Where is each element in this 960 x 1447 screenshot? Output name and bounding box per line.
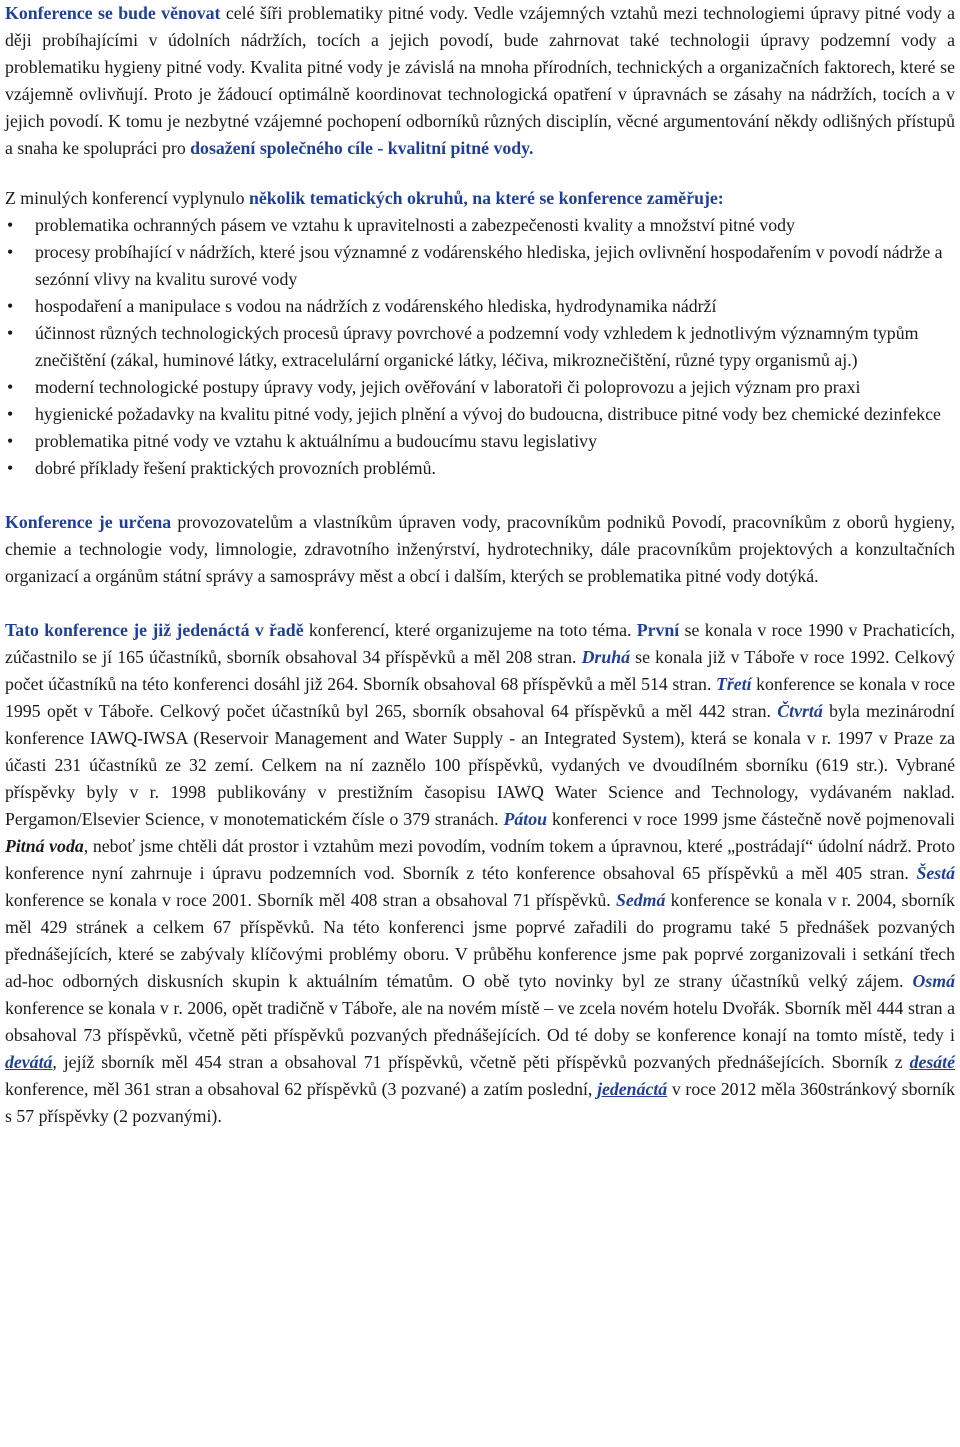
bullet-icon: • (7, 431, 14, 451)
intro-lead: Konference se bude věnovat (5, 3, 221, 23)
topic-item (5, 320, 955, 374)
name-pitna-voda: Pitná voda (5, 836, 84, 856)
ordinal-third: Třetí (715, 674, 752, 694)
intro-paragraph (5, 0, 955, 162)
bullet-icon: • (7, 404, 14, 424)
history-text: , neboť jsme chtěli dát prostor i vztahům mezi povodím, vodním tokem a úpravnou, které „postrádají“ údolní nádrž. Proto konference nyní zahrnuje i úpravu podzemních vod. Sborník z této konference obsahoval 65 příspěvků a měl 405 stran. (5, 836, 956, 883)
bullet-icon: • (7, 215, 14, 235)
bullet-icon: • (7, 296, 14, 316)
spacer (5, 482, 955, 509)
ordinal-tenth: desáté (909, 1052, 955, 1072)
topics-intro (5, 185, 955, 212)
ordinal-seventh: Sedmá (615, 890, 666, 910)
audience-lead: Konference je určena (5, 512, 172, 532)
topic-text: dobré příklady řešení praktických provozních problémů. (35, 458, 436, 478)
bullet-icon: • (7, 458, 14, 478)
spacer (5, 162, 955, 185)
ordinal-sixth: Šestá (916, 863, 955, 883)
topic-item (5, 293, 955, 320)
topic-item (5, 455, 955, 482)
audience-text: provozovatelům a vlastníkům úpraven vody, pracovníkům podniků Povodí, pracovníkům z oborů hygieny, chemie a technologie vody, limnologie, zdravotního inženýrství, hydrotechniky, dále pracovníkům projektových a konzultačních organizací a orgánům státní správy a samosprávy měst a obcí i dalším, kterých se problematika pitné vody dotýká. (5, 512, 955, 586)
topic-item (5, 239, 955, 293)
audience-paragraph (5, 509, 955, 590)
topic-item (5, 401, 955, 428)
history-text: konference se konala v roce 2001. Sborník měl 408 stran a obsahoval 71 příspěvků. (5, 890, 616, 910)
topic-text: účinnost různých technologických procesů úpravy povrchové a podzemní vody vzhledem k jednotlivým významným typům znečištění (zákal, huminové látky, extracelulární organické látky, léčiva, mikroznečištění, různé typy organismů aj.) (35, 323, 919, 370)
ordinal-fifth: Pátou (503, 809, 548, 829)
history-text: konferencí, které organizujeme na toto téma. (303, 620, 637, 640)
ordinal-fourth: Čtvrtá (777, 701, 823, 721)
history-text: konferenci v roce 1999 jsme částečně nově pojmenovali (547, 809, 955, 829)
topic-item (5, 428, 955, 455)
history-text: , jejíž sborník měl 454 stran a obsahoval 71 příspěvků, včetně pěti příspěvků pozvaných přednášejících. Sborník z (52, 1052, 910, 1072)
bullet-icon: • (7, 323, 14, 343)
topics-list (5, 212, 955, 482)
history-text: konference se konala v r. 2006, opět tradičně v Táboře, ale na novém místě – ve zcela novém hotelu Dvořák. Sborník měl 444 stran a obsahoval 73 příspěvků, včetně pěti příspěvků pozvaných přednášejících. Od té doby se konference konají na tomto místě, tedy i (5, 998, 955, 1045)
topic-text: hospodaření a manipulace s vodou na nádržích z vodárenského hlediska, hydrodynamika nádrží (35, 296, 717, 316)
bullet-icon: • (7, 377, 14, 397)
history-paragraph (5, 617, 955, 1130)
ordinal-eighth: Osmá (912, 971, 955, 991)
spacer (5, 590, 955, 617)
topic-text: problematika pitné vody ve vztahu k aktuálnímu a budoucímu stavu legislativy (35, 431, 597, 451)
topic-item (5, 212, 955, 239)
history-lead: Tato konference je již jedenáctá v řadě (5, 620, 304, 640)
history-text: konference se konala v r. 2004, sborník měl 429 stránek a celkem 67 příspěvků. Na této konferenci jsme poprvé zařadili do programu také 5 přednášek pozvaných přednášejících, které se zabývaly klíčovými problémy oboru. V průběhu konference jsme pak poprvé zorganizovali i setkání třech ad-hoc odborných diskusních skupin k aktuálním tématům. O obě tyto novinky byl ze strany účastníků velký zájem. (5, 890, 955, 991)
history-text: se konala v roce 1990 v Prachaticích, zúčastnilo se jí 165 účastníků, sborník obsahoval 34 příspěvků a měl 208 stran. (5, 620, 955, 667)
topic-text: moderní technologické postupy úpravy vody, jejich ověřování v laboratoři či poloprovozu a jejich význam pro praxi (35, 377, 861, 397)
topic-text: hygienické požadavky na kvalitu pitné vody, jejich plnění a vývoj do budoucna, distribuce pitné vody bez chemické dezinfekce (35, 404, 941, 424)
ordinal-second: Druhá (581, 647, 631, 667)
ordinal-first: První (636, 620, 680, 640)
history-text: konference, měl 361 stran a obsahoval 62 příspěvků (3 pozvané) a zatím poslední, (5, 1079, 598, 1099)
intro-text: celé šíři problematiky pitné vody. Vedle vzájemných vztahů mezi technologiemi úpravy pitné vody a ději probíhajícími v údolních nádržích, tocích a jejich povodí, bude zahrnovat také technologii úpravy podzemní vody a problematiku hygieny pitné vody. Kvalita pitné vody je závislá na mnoha přírodních, technických a organizačních faktorech, které se vzájemně ovlivňují. Proto je žádoucí optimálně koordinovat technologická opatření v úpravnách se zásahy na nádržích, tocích a v jejich povodí. K tomu je nezbytné vzájemné pochopení odborníků různých disciplín, věcné argumentování někdy odlišných přístupů a snaha ke spolupráci pro (5, 3, 955, 158)
topic-text: procesy probíhající v nádržích, které jsou významné z vodárenského hlediska, jejich ovlivnění hospodařením v povodí nádrže a sezónní vlivy na kvalitu surové vody (35, 242, 943, 289)
history-text: byla mezinárodní konference IAWQ-IWSA (Reservoir Management and Water Supply - an Integrated System), která se konala v r. 1997 v Praze za účasti 231 účastníků ze 32 zemí. Celkem na ní zaznělo 100 příspěvků, vydaných ve dvoudílném sborníku (619 str.). Vybrané příspěvky byly v r. 1998 publikovány v prestižním časopisu IAWQ Water Science and Technology, vydávaném naklad. Pergamon/Elsevier Science, v monotematickém čísle o 379 stranách. (5, 701, 955, 829)
bullet-icon: • (7, 242, 14, 262)
ordinal-eleventh: jedenáctá (597, 1079, 668, 1099)
ordinal-ninth: devátá (5, 1052, 53, 1072)
intro-goal: dosažení společného cíle - kvalitní pitné vody. (190, 138, 534, 158)
topic-text: problematika ochranných pásem ve vztahu k upravitelnosti a zabezpečenosti kvality a množství pitné vody (35, 215, 795, 235)
topic-item (5, 374, 955, 401)
topics-intro-emphasis: několik tematických okruhů, na které se konference zaměřuje: (248, 188, 724, 208)
history-text: v roce 2012 měla 360stránkový sborník s 57 příspěvky (2 pozvanými). (5, 1079, 955, 1126)
history-text: se konala již v Táboře v roce 1992. Celkový počet účastníků na této konferenci dosáhl již 264. Sborník obsahoval 68 příspěvků a měl 514 stran. (5, 647, 956, 694)
history-text: konference se konala v roce 1995 opět v Táboře. Celkový počet účastníků byl 265, sborník obsahoval 64 příspěvků a měl 442 stran. (5, 674, 955, 721)
topics-intro-text: Z minulých konferencí vyplynulo (5, 188, 249, 208)
